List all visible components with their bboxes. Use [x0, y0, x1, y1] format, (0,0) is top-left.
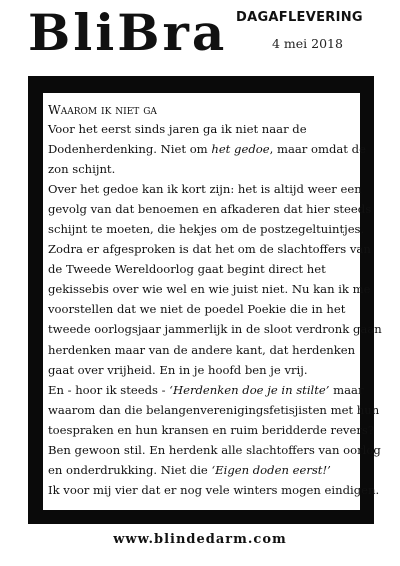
article-line [48, 239, 371, 259]
text-run: En - hoor ik steeds - [48, 382, 170, 397]
text-run: waarom dan die belangenverenigingsfetisjisten met hun [48, 402, 380, 417]
text-run: toespraken en hun kransen en ruim beridderde revers? [48, 422, 375, 437]
text-run: Ik voor mij vier dat er nog vele winters mogen eindigen. [48, 482, 380, 497]
text-run: tweede oorlogsjaar jammerlijk in de sloot verdronk gaan [48, 322, 382, 337]
emphasis-run: het gedoe [211, 142, 270, 157]
text-run: herdenken maar van de andere kant, dat herdenken [48, 342, 356, 357]
text-run: gekissebis over wie wel en wie juist niet. Nu kan ik me [48, 282, 371, 297]
text-run: en onderdrukking. Niet die [48, 462, 212, 477]
article-line [48, 380, 364, 400]
text-run: gevolg van dat benoemen en afkaderen dat hier steeds [48, 202, 372, 217]
article-frame [28, 76, 382, 524]
text-run: Over het gedoe kan ik kort zijn: het is altijd weer een [48, 182, 362, 197]
edition-label: DAGAFLEVERING [236, 10, 363, 25]
article-line [48, 159, 356, 179]
article-line [48, 400, 380, 420]
article-line [48, 460, 356, 480]
article-line [48, 199, 372, 219]
text-run: gaat over vrijheid. En in je hoofd ben je vrij. [48, 362, 308, 377]
article-line [48, 420, 375, 440]
article-line [48, 279, 371, 299]
article-heading: Waarom ik niet ga [48, 102, 157, 117]
emphasis-run: ‘Eigen doden eerst!’ [211, 462, 331, 477]
article-line [48, 219, 365, 239]
article-line [48, 119, 356, 139]
emphasis-run: ‘Herdenken doe je in stilte’ [169, 382, 330, 397]
text-run: Voor het eerst sinds jaren ga ik niet naar de [48, 122, 307, 136]
text-run: de Tweede Wereldoorlog gaat begint direct het [48, 262, 326, 277]
text-run: , maar omdat de [269, 142, 366, 157]
blibra-logo: BliBra [28, 3, 228, 62]
article-text [48, 119, 382, 500]
article-line [48, 340, 356, 360]
article-line [48, 319, 382, 339]
article-line [48, 179, 362, 199]
article-line [48, 440, 381, 460]
text-run: zon schijnt. [48, 162, 116, 177]
article-line [48, 299, 356, 319]
website-link[interactable]: www.blindedarm.com [113, 532, 287, 547]
text-run: maar [329, 382, 364, 397]
article-line [48, 360, 356, 380]
article-line [48, 259, 356, 279]
publication-date: 4 mei 2018 [272, 36, 343, 51]
text-run: Dodenherdenking. Niet om [48, 142, 212, 157]
text-run: voorstellen dat we niet de poedel Poekie die in het [48, 302, 346, 317]
text-run: Ben gewoon stil. En herdenk alle slachtoffers van oorlog [48, 442, 381, 457]
article-line [48, 139, 366, 159]
article-body [43, 93, 382, 510]
text-run: schijnt te moeten, die hekjes om de postzegeltuintjes. [48, 222, 365, 237]
article-line [48, 480, 380, 500]
text-run: Zodra er afgesproken is dat het om de slachtoffers van [48, 242, 371, 257]
